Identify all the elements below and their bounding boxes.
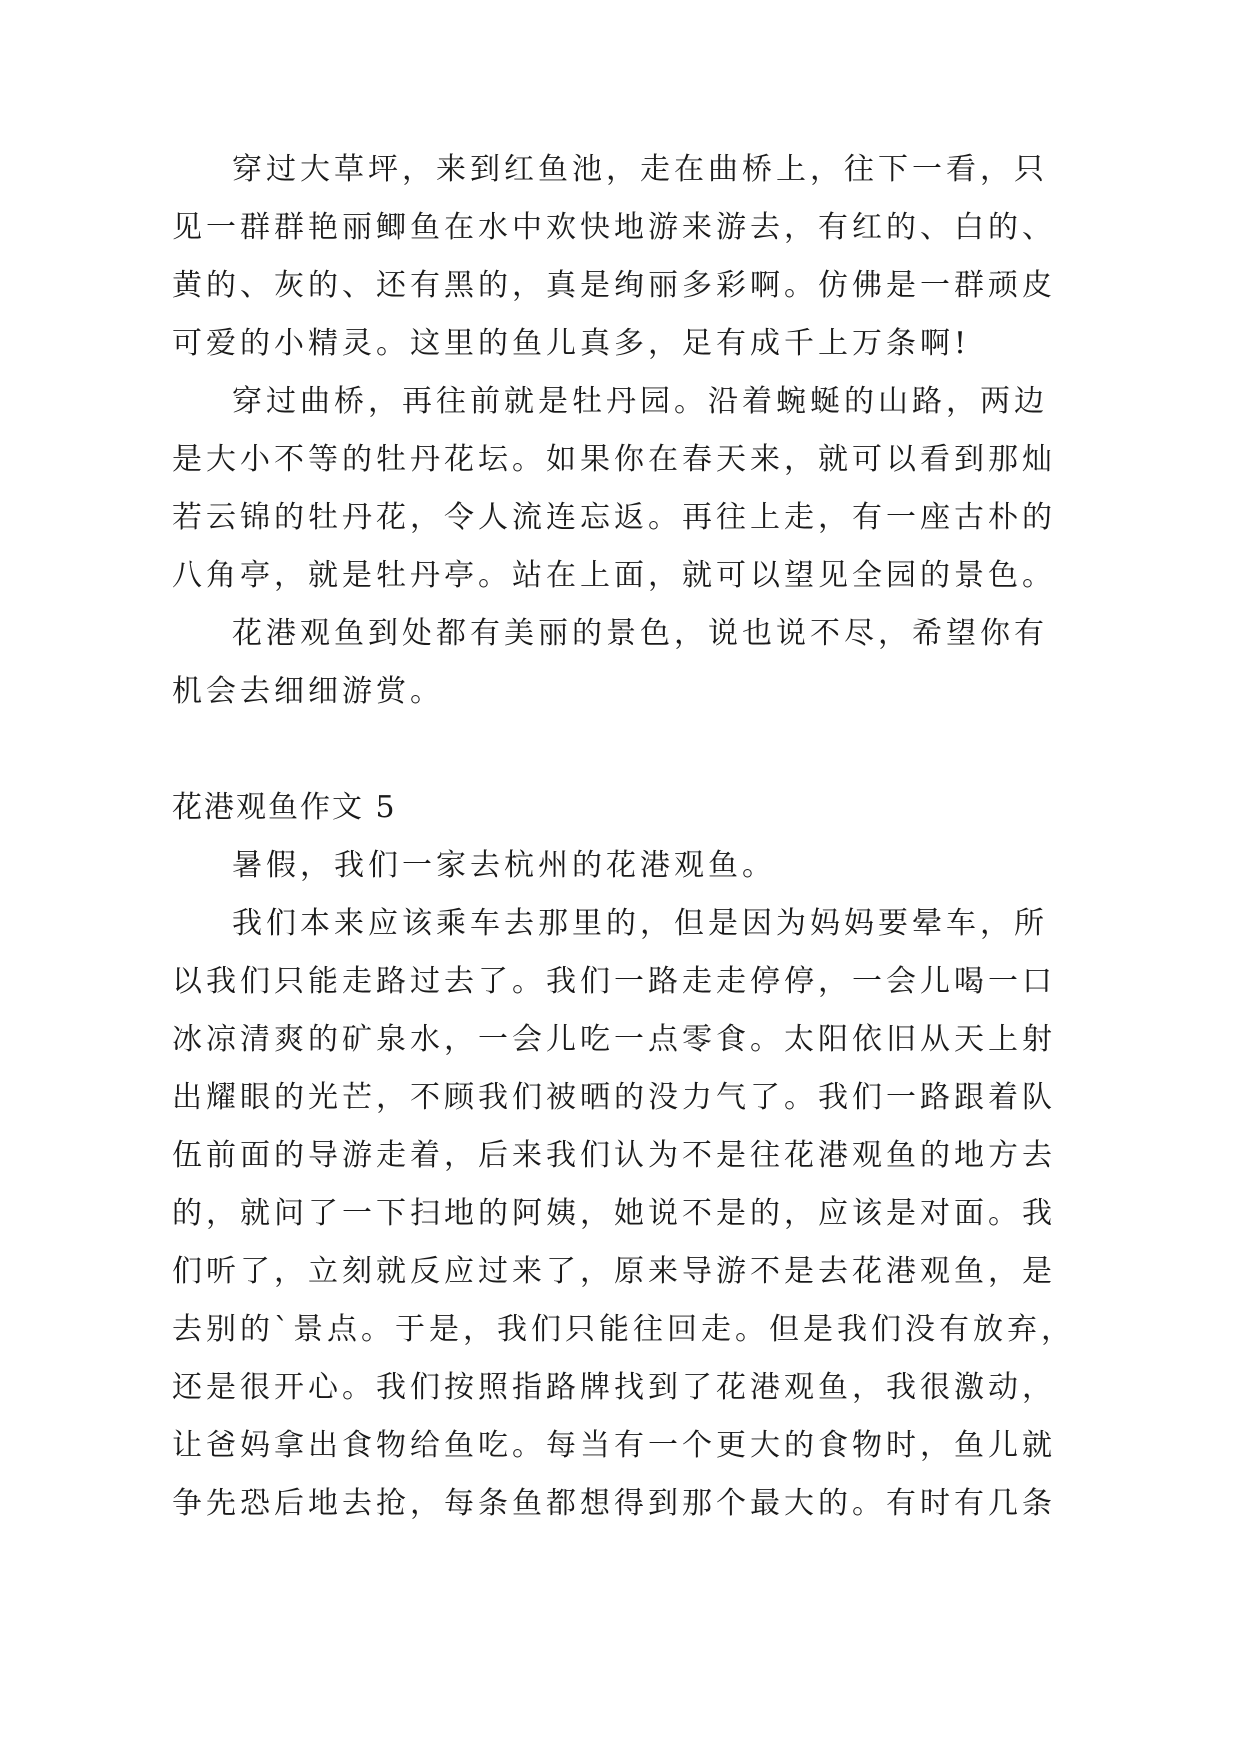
- paragraph-line: 去别的`景点。于是，我们只能往回走。但是我们没有放弃，: [172, 1312, 1075, 1347]
- paragraph-line: 伍前面的导游走着，后来我们认为不是往花港观鱼的地方去: [172, 1138, 1056, 1173]
- paragraph-line: 出耀眼的光芒，不顾我们被晒的没力气了。我们一路跟着队: [172, 1080, 1056, 1115]
- paragraph-line: 穿过大草坪，来到红鱼池，走在曲桥上，往下一看，只: [232, 152, 1048, 187]
- paragraph-line: 见一群群艳丽鲫鱼在水中欢快地游来游去，有红的、白的、: [172, 210, 1056, 245]
- paragraph-line: 穿过曲桥，再往前就是牡丹园。沿着蜿蜒的山路，两边: [232, 384, 1048, 419]
- paragraph-line: 可爱的小精灵。这里的鱼儿真多，足有成千上万条啊!: [172, 326, 971, 361]
- paragraph-line: 冰凉清爽的矿泉水，一会儿吃一点零食。太阳依旧从天上射: [172, 1022, 1056, 1057]
- paragraph-line: 机会去细细游赏。: [172, 674, 444, 709]
- paragraph-line: 的，就问了一下扫地的阿姨，她说不是的，应该是对面。我: [172, 1196, 1056, 1231]
- paragraph-line: 暑假，我们一家去杭州的花港观鱼。: [232, 848, 776, 883]
- paragraph-line: 以我们只能走路过去了。我们一路走走停停，一会儿喝一口: [172, 964, 1056, 999]
- paragraph-line: 花港观鱼到处都有美丽的景色，说也说不尽，希望你有: [232, 616, 1048, 651]
- paragraph-line: 还是很开心。我们按照指路牌找到了花港观鱼，我很激动，: [172, 1370, 1056, 1405]
- paragraph-line: 八角亭，就是牡丹亭。站在上面，就可以望见全园的景色。: [172, 558, 1056, 593]
- paragraph-line: 我们本来应该乘车去那里的，但是因为妈妈要晕车，所: [232, 906, 1048, 941]
- paragraph-line: 争先恐后地去抢，每条鱼都想得到那个最大的。有时有几条: [172, 1486, 1056, 1521]
- paragraph-line: 黄的、灰的、还有黑的，真是绚丽多彩啊。仿佛是一群顽皮: [172, 268, 1056, 303]
- paragraph-line: 是大小不等的牡丹花坛。如果你在春天来，就可以看到那灿: [172, 442, 1056, 477]
- paragraph-line: 若云锦的牡丹花，令人流连忘返。再往上走，有一座古朴的: [172, 500, 1056, 535]
- paragraph-line: 们听了，立刻就反应过来了，原来导游不是去花港观鱼，是: [172, 1254, 1056, 1289]
- section-heading: 花港观鱼作文 5: [172, 790, 397, 825]
- paragraph-line: 让爸妈拿出食物给鱼吃。每当有一个更大的食物时，鱼儿就: [172, 1428, 1056, 1463]
